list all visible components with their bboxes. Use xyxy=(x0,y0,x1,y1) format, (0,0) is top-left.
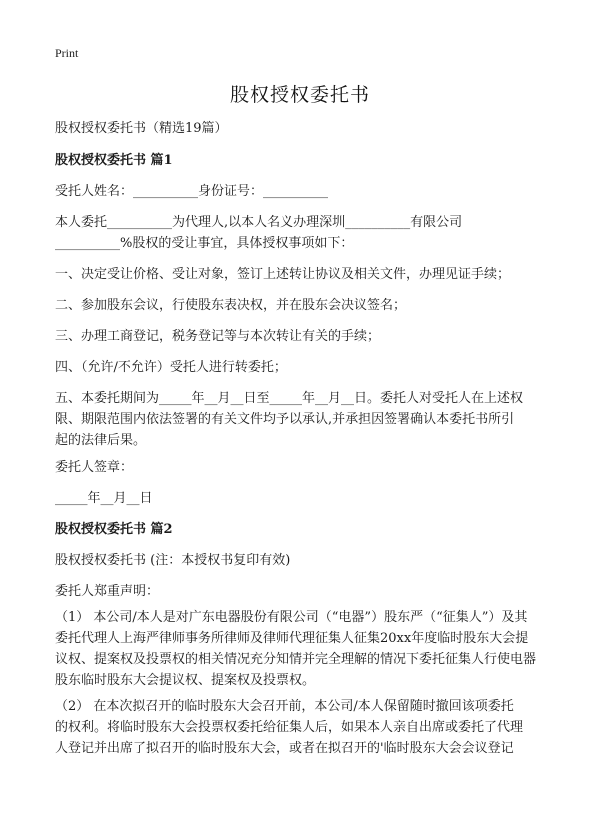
item-1: 一、决定受让价格、受让对象，签订上述转让协议及相关文件，办理见证手续； xyxy=(55,267,511,282)
para1-line-3: 议权、提案权及投票权的相关情况充分知情并完全理解的情况下委托征集人行使电器 xyxy=(55,652,537,667)
item-2: 二、参加股东会议，行使股东表决权，并在股东会决议签名； xyxy=(55,298,407,313)
para2-line-1: （2） 在本次拟召开的临时股东大会召开前，本公司/本人保留随时撤回该项委托 xyxy=(55,699,514,714)
para1-line-4: 股东临时股东大会提议权、提案权及投票权。 xyxy=(55,673,316,688)
document-title: 股权授权委托书 xyxy=(229,84,370,106)
item-5-line-3: 起的法律后果。 xyxy=(55,433,147,448)
section2-subtitle: 股权授权委托书 (注：本授权书复印有效) xyxy=(55,553,291,568)
para2-line-3: 人登记并出席了拟召开的临时股东大会，或者在拟召开的'临时股东大会会议登记 xyxy=(55,741,514,756)
date-line: _____年__月__日 xyxy=(55,491,153,506)
declaration-line: 委托人郑重声明： xyxy=(55,584,160,599)
trustee-line: 受托人姓名：__________身份证号：__________ xyxy=(55,184,329,199)
section1-heading: 股权授权委托书 篇1 xyxy=(55,153,173,168)
section2-heading: 股权授权委托书 篇2 xyxy=(55,522,173,537)
item-3: 三、办理工商登记，税务登记等与本次转让有关的手续； xyxy=(55,329,381,344)
para1-line-1: （1） 本公司/本人是对广东电器股份有限公司（“电器”）股东严（“征集人”）及其 xyxy=(55,610,528,625)
intro-line-2: __________%股权的受让事宜，具体授权事项如下： xyxy=(55,236,354,251)
para2-line-2: 的权利。将临时股东大会投票权委托给征集人后，如果本人亲自出席或委托了代理 xyxy=(55,720,524,735)
document-subtitle: 股权授权委托书（精选19篇） xyxy=(55,121,228,136)
item-5-line-1: 五、本委托期间为_____年__月__日至_____年__月__日。委托人对受托人在上述权 xyxy=(55,391,524,406)
print-label: Print xyxy=(55,46,79,60)
item-5-line-2: 限、期限范围内依法签署的有关文件均予以承认,并承担因签署确认本委托书所引 xyxy=(55,412,515,427)
signature-line: 委托人签章： xyxy=(55,460,134,475)
para1-line-2: 委托代理人上海严律师事务所律师及律师代理征集人征集20xx年度临时股东大会提 xyxy=(55,631,529,646)
intro-line-1: 本人委托__________为代理人,以本人名义办理深圳__________有限公司 xyxy=(55,215,463,230)
item-4: 四、（允许/不允许）受托人进行转委托； xyxy=(55,360,287,375)
